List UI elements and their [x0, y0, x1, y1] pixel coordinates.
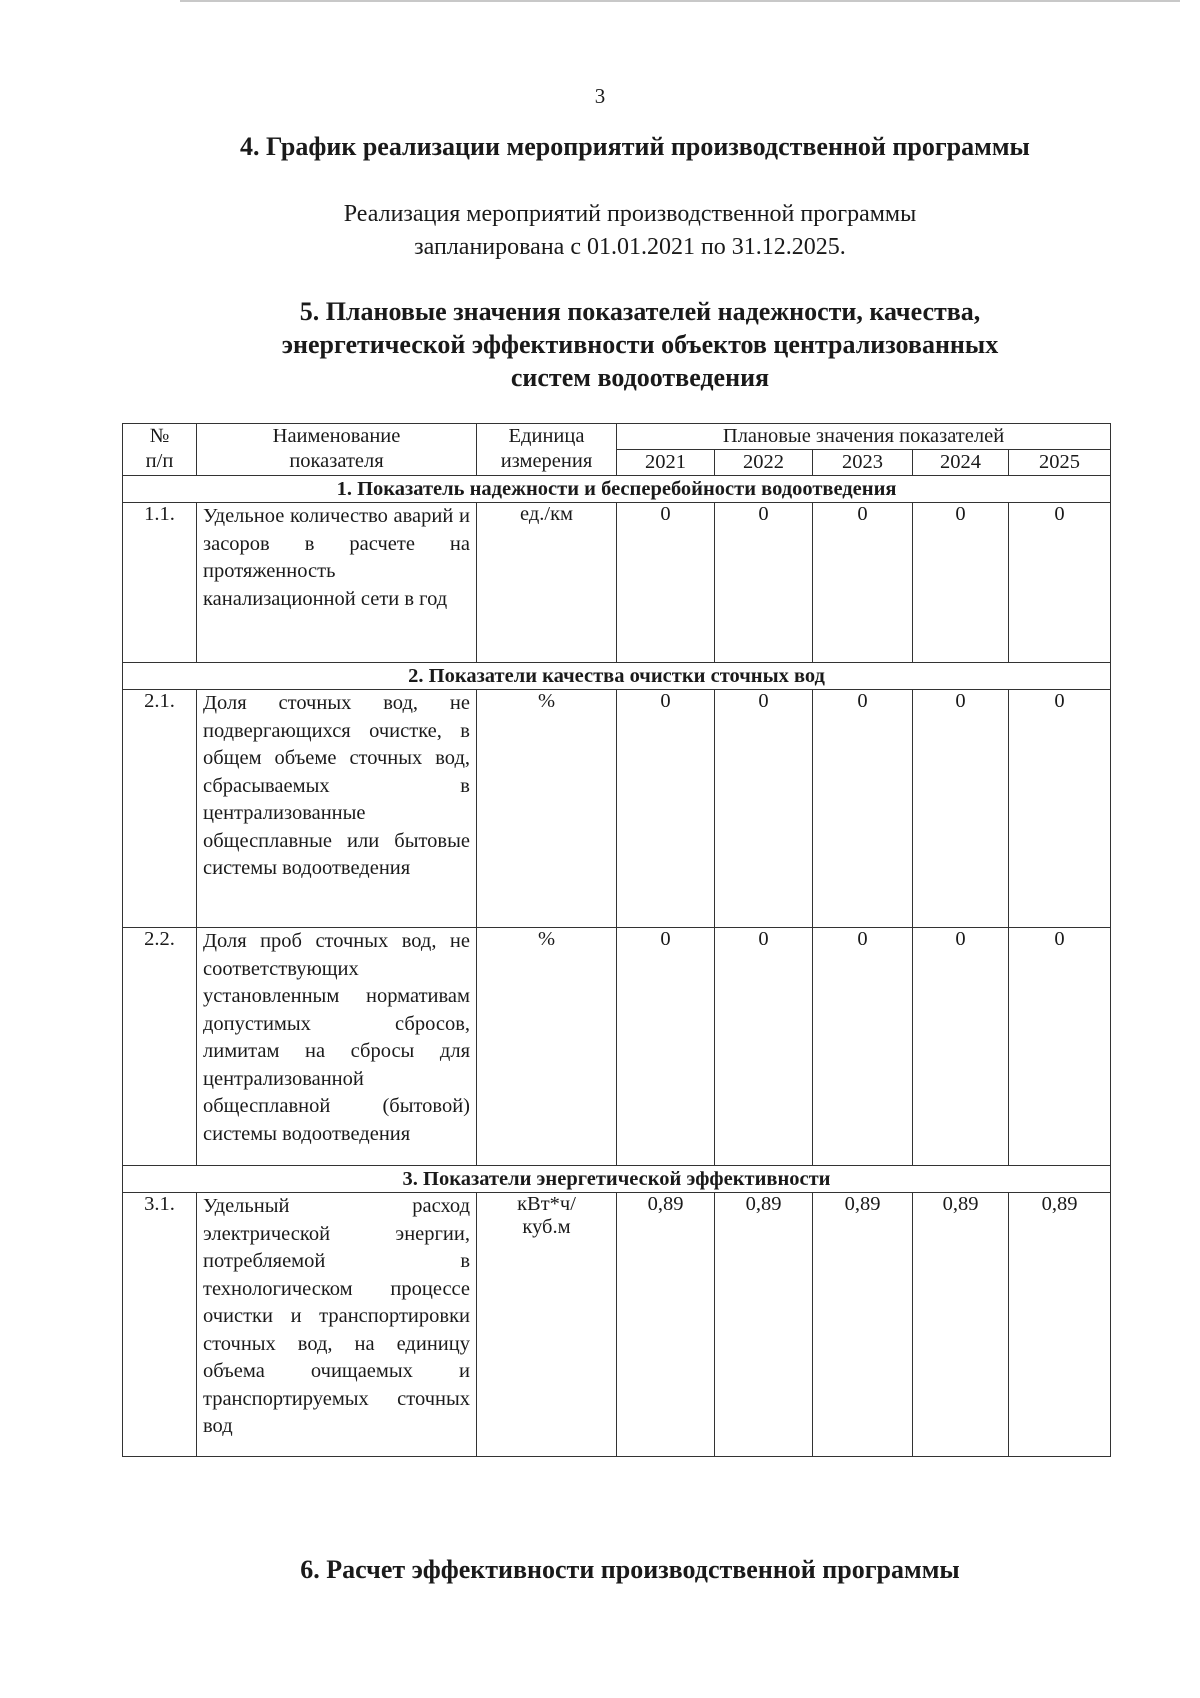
row-value: 0 [715, 503, 813, 663]
row-unit-line1: кВт*ч/ [517, 1193, 576, 1215]
group-title: 2. Показатели качества очистки сточных вод [123, 663, 1111, 690]
scan-artifact-line [180, 0, 1180, 2]
row-value: 0 [913, 503, 1009, 663]
row-name: Удельный расход электрической энергии, потребляемой в технологическом процессе очистки и транспортировки сточных вод, на единицу объема очищаемых и транспортируемых сточных вод [197, 1193, 477, 1457]
header-name [197, 424, 477, 476]
row-unit-line2: куб.м [522, 1216, 571, 1238]
group-title-row [123, 476, 1111, 503]
header-plan: Плановые значения показателей [617, 424, 1111, 450]
row-unit: ед./км [477, 503, 617, 663]
section-4-title: 4. График реализации мероприятий производственной программы [240, 132, 1030, 161]
section-5-title-line3: систем водоотведения [510, 363, 770, 392]
header-unit-line2: измерения [500, 450, 593, 472]
row-name: Доля сточных вод, не подвергающихся очистке, в общем объеме сточных вод, сбрасываемых в централизованные общесплавные или бытовые системы водоотведения [197, 690, 477, 928]
row-unit: % [477, 690, 617, 928]
group-title-row [123, 663, 1111, 690]
row-num: 3.1. [123, 1193, 197, 1457]
row-value: 0 [617, 928, 715, 1166]
row-value: 0,89 [1009, 1193, 1111, 1457]
row-value: 0 [813, 690, 913, 928]
page-number: 3 [594, 84, 606, 108]
row-num: 2.2. [123, 928, 197, 1166]
section-5-title-line2: энергетической эффективности объектов централизованных [281, 330, 999, 359]
row-value: 0,89 [617, 1193, 715, 1457]
indicators-table [122, 423, 1111, 1457]
row-value: 0 [1009, 690, 1111, 928]
header-year: 2024 [913, 450, 1009, 476]
header-year: 2022 [715, 450, 813, 476]
header-name-line2: показателя [289, 450, 384, 472]
group-title: 1. Показатель надежности и бесперебойности водоотведения [123, 476, 1111, 503]
header-year: 2023 [813, 450, 913, 476]
row-value: 0,89 [813, 1193, 913, 1457]
section-4-text-line1: Реализация мероприятий производственной программы [343, 201, 917, 227]
row-name: Удельное количество аварий и засоров в расчете на протяженность канализационной сети в год [197, 503, 477, 663]
row-value: 0 [1009, 503, 1111, 663]
section-5-title [200, 295, 1080, 394]
row-value: 0,89 [913, 1193, 1009, 1457]
header-year: 2021 [617, 450, 715, 476]
section-5-title-line1: 5. Плановые значения показателей надежности, качества, [299, 297, 981, 326]
section-6-title: 6. Расчет эффективности производственной программы [300, 1555, 960, 1584]
table-header-row-1 [123, 424, 1111, 450]
header-unit-line1: Единица [508, 425, 585, 447]
table-row [123, 928, 1111, 1166]
header-year: 2025 [1009, 450, 1111, 476]
header-num [123, 424, 197, 476]
group-title: 3. Показатели энергетической эффективности [123, 1166, 1111, 1193]
row-value: 0 [813, 928, 913, 1166]
section-4-text-line2: запланирована с 01.01.2021 по 31.12.2025. [414, 234, 846, 260]
section-4-text [180, 198, 1080, 264]
group-title-row [123, 1166, 1111, 1193]
row-num: 2.1. [123, 690, 197, 928]
row-value: 0 [813, 503, 913, 663]
row-value: 0 [913, 928, 1009, 1166]
row-name: Доля проб сточных вод, не соответствующих установленным нормативам допустимых сбросов, лимитам на сбросы для централизованной общесплавной (бытовой) системы водоотведения [197, 928, 477, 1166]
header-name-line1: Наименование [272, 425, 401, 447]
row-value: 0 [715, 690, 813, 928]
header-num-line1: № [149, 425, 170, 447]
row-value: 0,89 [715, 1193, 813, 1457]
row-unit [477, 1193, 617, 1457]
header-unit [477, 424, 617, 476]
row-value: 0 [913, 690, 1009, 928]
table-row [123, 503, 1111, 663]
table-row [123, 1193, 1111, 1457]
row-value: 0 [715, 928, 813, 1166]
row-value: 0 [617, 503, 715, 663]
row-num: 1.1. [123, 503, 197, 663]
row-value: 0 [1009, 928, 1111, 1166]
row-value: 0 [617, 690, 715, 928]
row-unit: % [477, 928, 617, 1166]
table-row [123, 690, 1111, 928]
header-num-line2: п/п [145, 450, 174, 472]
